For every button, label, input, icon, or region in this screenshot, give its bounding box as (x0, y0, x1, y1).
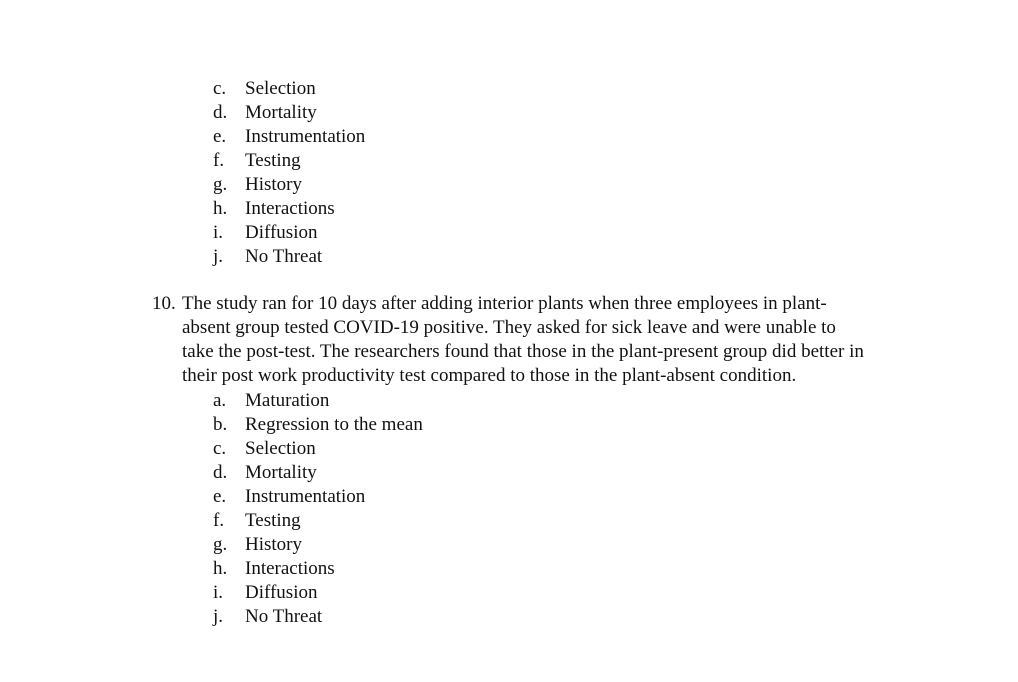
option-text: Selection (245, 78, 316, 99)
option-text: Diffusion (245, 222, 318, 243)
option-letter: d. (213, 102, 228, 123)
question-text-line: take the post-test. The researchers found that those in the plant-present group did better in (182, 341, 864, 362)
question-text-line: their post work productivity test compared to those in the plant-absent condition. (182, 365, 797, 386)
option-text: History (245, 534, 302, 555)
option-text: Diffusion (245, 582, 318, 603)
option-text: Mortality (245, 102, 317, 123)
option-letter: i. (213, 222, 224, 243)
option-letter: e. (213, 126, 227, 147)
option-letter: j. (213, 246, 224, 267)
question-line (152, 364, 942, 388)
option-letter: a. (213, 390, 227, 411)
option-letter: g. (213, 534, 228, 555)
option-text: Interactions (245, 558, 335, 579)
option-text: No Threat (245, 606, 323, 627)
question-number: 10. (152, 293, 176, 314)
option-letter: i. (213, 582, 224, 603)
option-letter: f. (213, 510, 225, 531)
option-letter: j. (213, 606, 224, 627)
option-text: Testing (245, 510, 301, 531)
question-10 (152, 292, 942, 388)
option-text: Instrumentation (245, 486, 366, 507)
option-text: Maturation (245, 390, 330, 411)
option-text: Testing (245, 150, 301, 171)
option-letter: g. (213, 174, 228, 195)
option-text: Instrumentation (245, 126, 366, 147)
option-letter: h. (213, 558, 228, 579)
option-letter: c. (213, 78, 227, 99)
option-text: History (245, 174, 302, 195)
option-letter: b. (213, 414, 228, 435)
question-text-line: absent group tested COVID-19 positive. They asked for sick leave and were unable to (182, 317, 836, 338)
question-line (152, 316, 942, 340)
question-text-line: The study ran for 10 days after adding interior plants when three employees in plant- (182, 293, 827, 314)
option-text: No Threat (245, 246, 323, 267)
option-letter: e. (213, 486, 227, 507)
option-letter: f. (213, 150, 225, 171)
option-text: Selection (245, 438, 316, 459)
option-text: Regression to the mean (245, 414, 423, 435)
option-letter: d. (213, 462, 228, 483)
option-letter: c. (213, 438, 227, 459)
option-letter: h. (213, 198, 228, 219)
question-line (152, 340, 942, 364)
question-line (152, 292, 942, 316)
option-text: Interactions (245, 198, 335, 219)
option-text: Mortality (245, 462, 317, 483)
